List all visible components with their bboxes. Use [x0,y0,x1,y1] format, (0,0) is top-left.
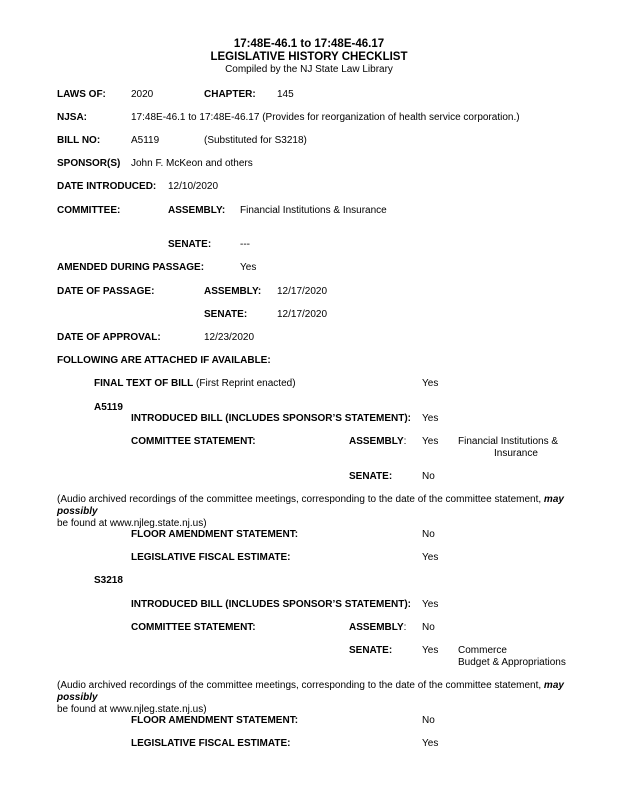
chapter-value: 145 [277,89,294,100]
s3218-introduced-value: Yes [422,599,439,610]
final-text-row [94,378,296,390]
committee-assembly-value: Financial Institutions & Insurance [240,205,387,216]
s3218-assembly-label: ASSEMBLY [349,622,404,633]
s3218-senate-value: Yes [422,645,439,656]
a5119-floor-label: FLOOR AMENDMENT STATEMENT: [131,529,299,540]
document-title: 17:48E-46.1 to 17:48E-46.17 [233,38,385,50]
date-introduced-label: DATE INTRODUCED: [57,181,157,192]
a5119-assembly [349,436,406,448]
a5119-assembly-committee-1: Financial Institutions & [458,436,559,447]
document-subtitle: LEGISLATIVE HISTORY CHECKLIST [210,51,408,63]
a5119-senate-label: SENATE: [349,471,393,482]
committee-senate-label: SENATE: [168,239,212,250]
s3218-assembly-value: No [422,622,435,633]
a5119-introduced-label: INTRODUCED BILL (INCLUDES SPONSOR’S STATEMENT): [131,413,411,424]
amended-value: Yes [240,262,257,273]
compiled-by: Compiled by the NJ State Law Library [225,64,393,75]
s3218-assembly [349,622,406,634]
sponsor-label: SPONSOR(S) [57,158,121,169]
sponsor-value: John F. McKeon and others [131,158,253,169]
a5119-introduced-value: Yes [422,413,439,424]
a5119-assembly-committee-2: Insurance [494,448,538,459]
s3218-senate-label: SENATE: [349,645,393,656]
laws-of-value: 2020 [131,89,154,100]
a5119-label: A5119 [94,402,123,413]
amended-label: AMENDED DURING PASSAGE: [57,262,205,273]
s3218-senate-committee-2: Budget & Appropriations [458,657,566,668]
passage-senate-label: SENATE: [204,309,248,320]
a5119-committee-label: COMMITTEE STATEMENT: [131,436,256,447]
laws-of-label: LAWS OF: [57,89,106,100]
final-text-label: FINAL TEXT OF BILL [94,378,194,389]
a5119-floor-value: No [422,529,435,540]
a5119-fiscal-value: Yes [422,552,439,563]
audio-note [57,494,607,530]
a5119-assembly-label: ASSEMBLY [349,436,404,447]
s3218-floor-label: FLOOR AMENDMENT STATEMENT: [131,715,299,726]
passage-assembly-label: ASSEMBLY: [204,286,262,297]
audio-note-emph: may possibly [57,680,564,703]
audio-note-pre: (Audio archived recordings of the committee meetings, corresponding to the date of the committee statement, [57,494,544,505]
a5119-assembly-value: Yes [422,436,439,447]
approval-label: DATE OF APPROVAL: [57,332,161,343]
committee-label: COMMITTEE: [57,205,121,216]
s3218-fiscal-value: Yes [422,738,439,749]
committee-assembly-label: ASSEMBLY: [168,205,226,216]
s3218-assembly-colon: : [403,622,407,633]
bill-no-value: A5119 [131,135,160,146]
njsa-label: NJSA: [57,112,88,123]
final-text-value: Yes [422,378,439,389]
passage-senate-value: 12/17/2020 [277,309,328,320]
passage-assembly-value: 12/17/2020 [277,286,328,297]
audio-note-post: be found at www.njleg.state.nj.us) [57,704,207,715]
audio-note-pre: (Audio archived recordings of the committee meetings, corresponding to the date of the committee statement, [57,680,544,691]
passage-label: DATE OF PASSAGE: [57,286,155,297]
a5119-assembly-colon: : [403,436,407,447]
audio-note-post: be found at www.njleg.state.nj.us) [57,518,207,529]
date-introduced-value: 12/10/2020 [168,181,219,192]
s3218-introduced-label: INTRODUCED BILL (INCLUDES SPONSOR’S STATEMENT): [131,599,411,610]
njsa-value: 17:48E-46.1 to 17:48E-46.17 (Provides for reorganization of health service corporation.) [131,112,520,123]
s3218-label: S3218 [94,575,123,586]
chapter-label: CHAPTER: [204,89,256,100]
approval-value: 12/23/2020 [204,332,255,343]
s3218-floor-value: No [422,715,435,726]
final-text-note: (First Reprint enacted) [196,378,296,389]
committee-senate-value: --- [240,239,250,250]
audio-note-emph: may possibly [57,494,564,517]
attached-label: FOLLOWING ARE ATTACHED IF AVAILABLE: [57,355,271,366]
a5119-senate-value: No [422,471,435,482]
s3218-senate-committee-1: Commerce [458,645,507,656]
bill-no-note: (Substituted for S3218) [204,135,307,146]
s3218-fiscal-label: LEGISLATIVE FISCAL ESTIMATE: [131,738,291,749]
audio-note [57,680,607,716]
bill-no-label: BILL NO: [57,135,101,146]
s3218-committee-label: COMMITTEE STATEMENT: [131,622,256,633]
a5119-fiscal-label: LEGISLATIVE FISCAL ESTIMATE: [131,552,291,563]
